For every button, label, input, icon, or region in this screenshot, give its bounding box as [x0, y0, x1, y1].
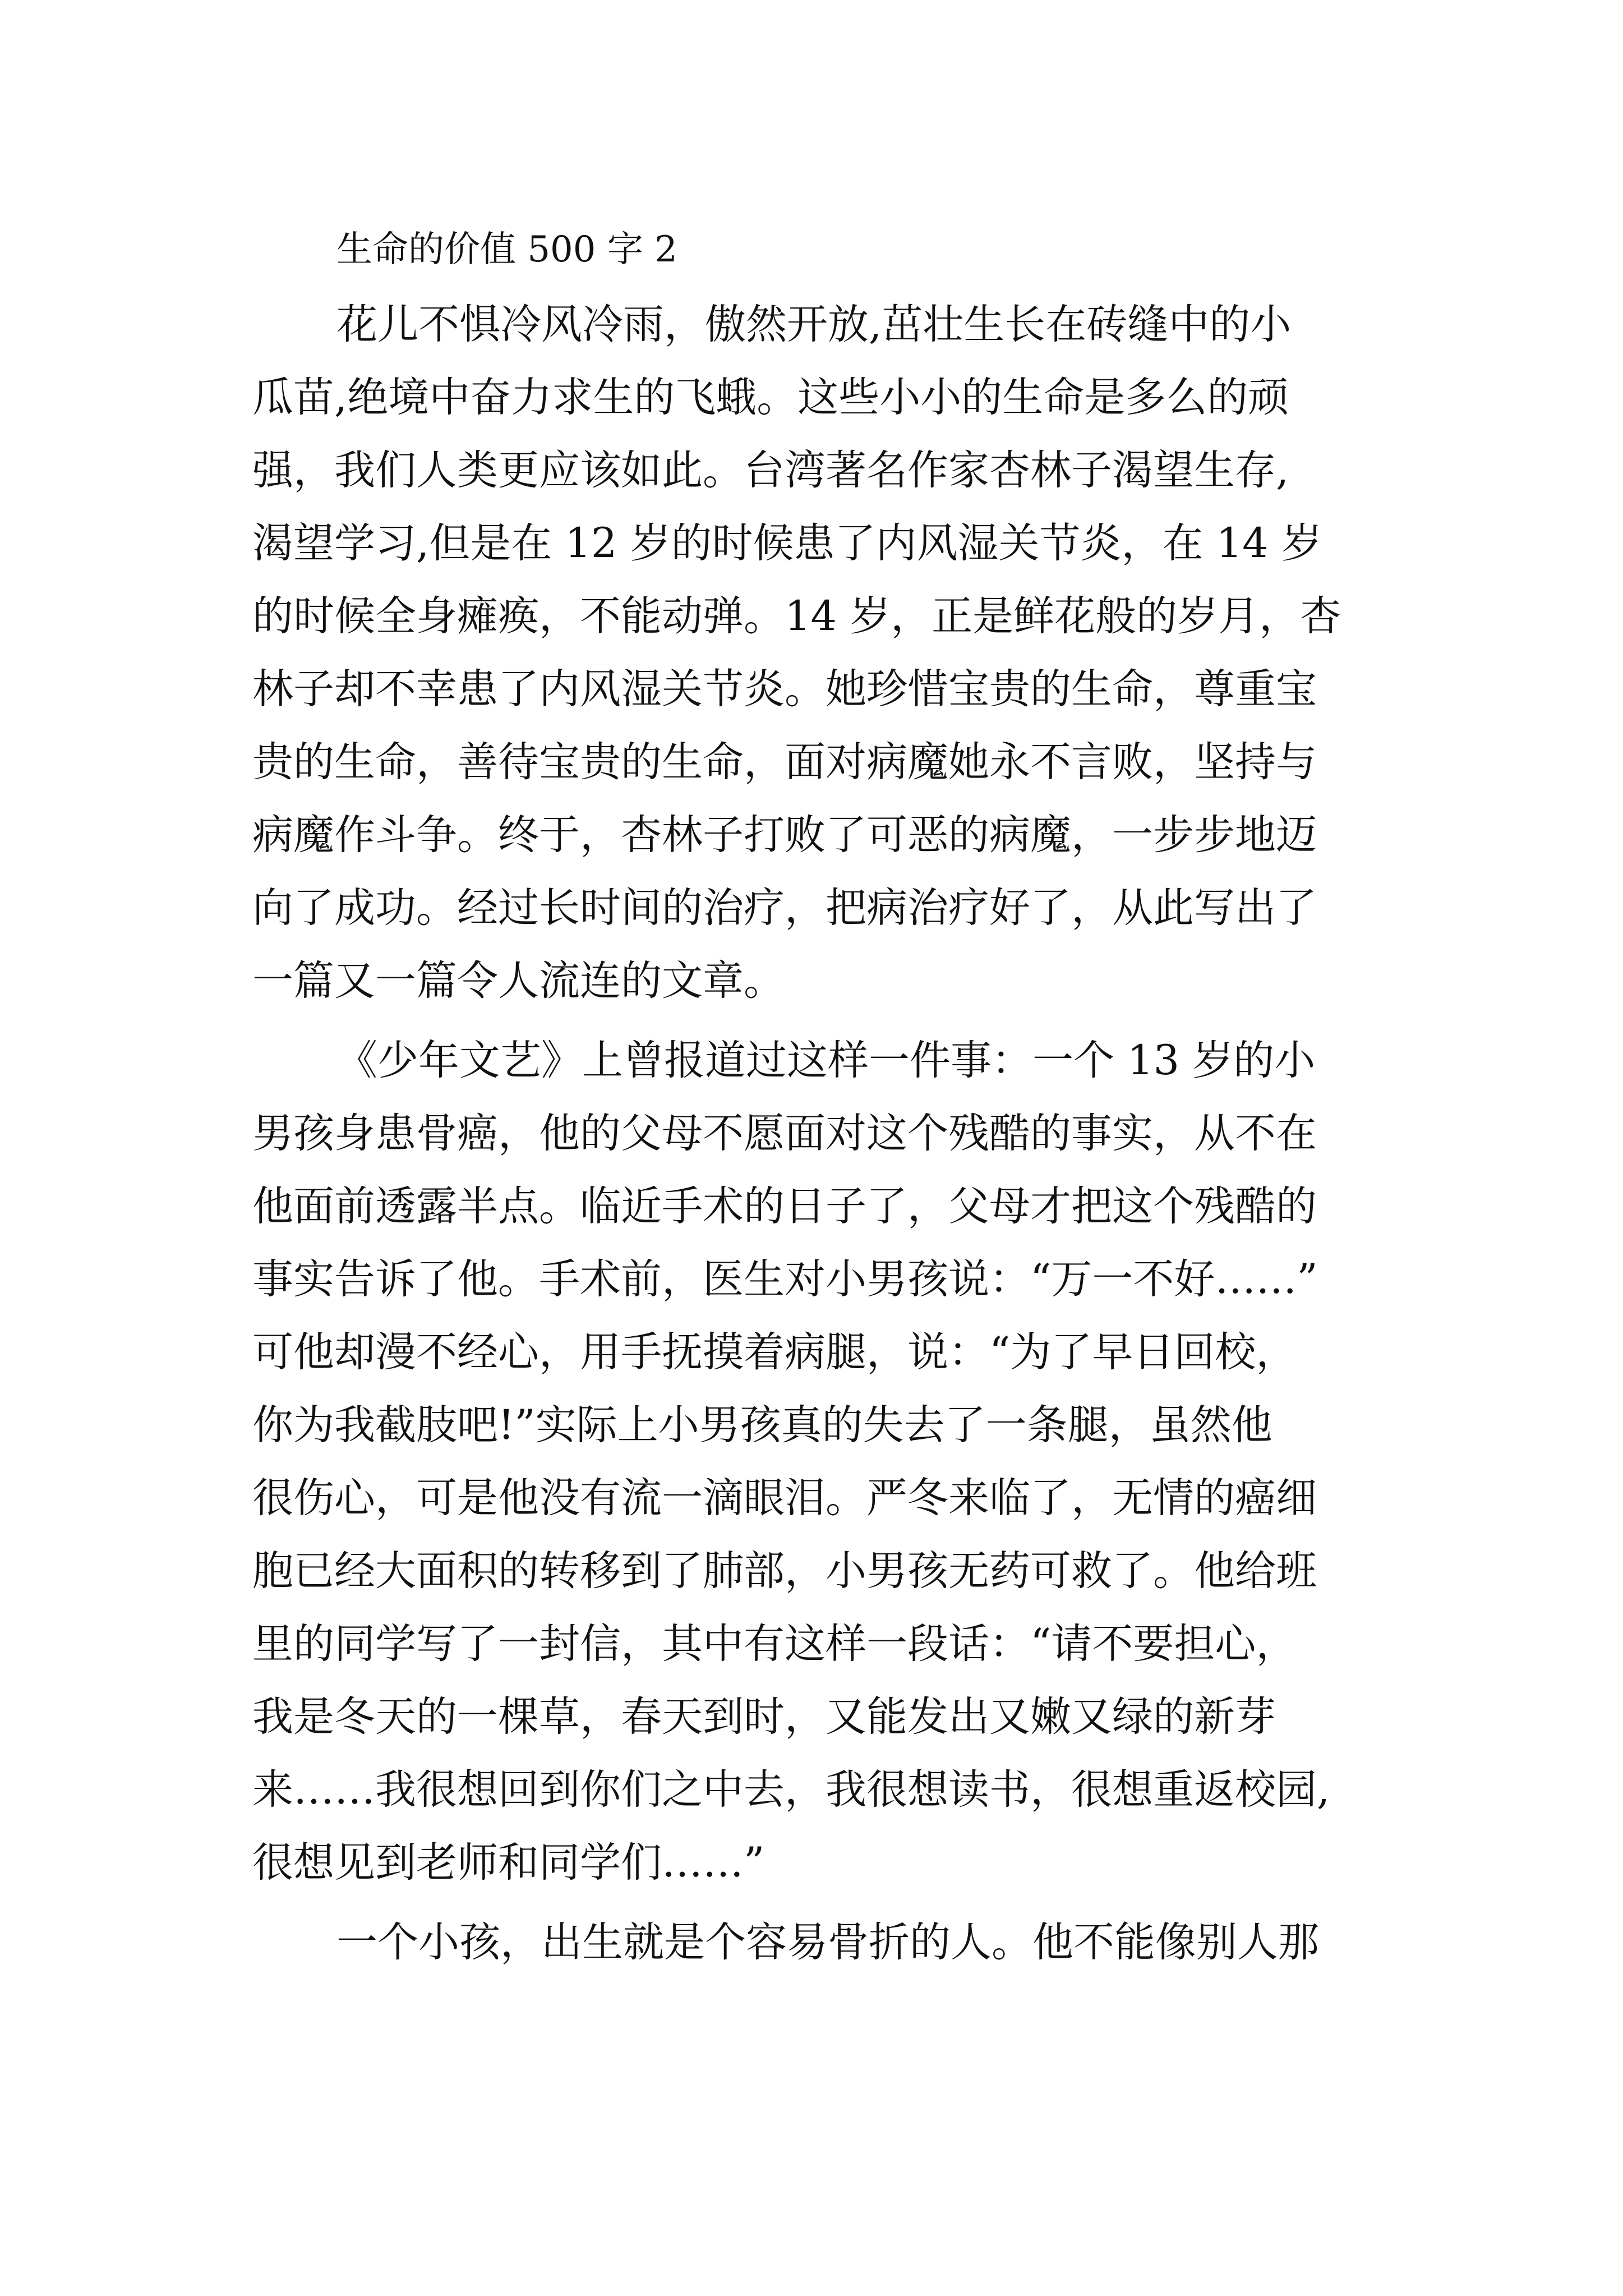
- text-line: 一个小孩，出生就是个容易骨折的人。他不能像别人那: [336, 1918, 1319, 1966]
- document-title: 生命的价值 500 字 2: [336, 229, 677, 270]
- text-line: 很想见到老师和同学们……”: [252, 1839, 765, 1887]
- text-line: 林子却不幸患了内风湿关节炎。她珍惜宝贵的生命，尊重宝: [252, 665, 1317, 713]
- text-line: 渴望学习,但是在 12 岁的时候患了内风湿关节炎，在 14 岁: [252, 519, 1322, 567]
- text-line: 向了成功。经过长时间的治疗，把病治疗好了，从此写出了: [252, 884, 1317, 932]
- text-line: 的时候全身瘫痪，不能动弹。14 岁，正是鲜花般的岁月，杏: [252, 592, 1341, 640]
- paragraph-1: [252, 288, 1374, 1018]
- text-line: 病魔作斗争。终于，杏林子打败了可恶的病魔，一步步地迈: [252, 811, 1317, 859]
- text-line: 强，我们人类更应该如此。台湾著名作家杏林子渴望生存,: [252, 447, 1289, 494]
- text-line: 瓜苗,绝境中奋力求生的飞蛾。这些小小的生命是多么的顽: [252, 374, 1289, 421]
- paragraph-3: [252, 1906, 1374, 1979]
- text-line: 胞已经大面积的转移到了肺部，小男孩无药可救了。他给班: [252, 1547, 1317, 1595]
- text-line: 你为我截肢吧!”实际上小男孩真的失去了一条腿，虽然他: [252, 1401, 1272, 1449]
- text-line: 他面前透露半点。临近手术的日子了，父母才把这个残酷的: [252, 1182, 1317, 1230]
- paragraph-2: [252, 1024, 1374, 1899]
- text-line: 来……我很想回到你们之中去，我很想读书，很想重返校园,: [252, 1766, 1330, 1814]
- document-body: [252, 219, 1374, 1986]
- text-line: 贵的生命，善待宝贵的生命，面对病魔她永不言败，坚持与: [252, 738, 1317, 786]
- text-line: 可他却漫不经心，用手抚摸着病腿，说：“为了早日回校，: [252, 1328, 1297, 1376]
- text-line: 事实告诉了他。手术前，医生对小男孩说：“万一不好……”: [252, 1255, 1318, 1303]
- text-line: 里的同学写了一封信，其中有这样一段话：“请不要担心，: [252, 1620, 1297, 1668]
- text-line: 花儿不惧冷风冷雨，傲然开放,茁壮生长在砖缝中的小: [336, 301, 1292, 348]
- text-line: 一篇又一篇令人流连的文章。: [252, 957, 785, 1005]
- text-line: 男孩身患骨癌，他的父母不愿面对这个残酷的事实，从不在: [252, 1110, 1317, 1157]
- text-line: 《少年文艺》上曾报道过这样一件事：一个 13 岁的小: [336, 1037, 1316, 1084]
- text-line: 我是冬天的一棵草，春天到时，又能发出又嫩又绿的新芽: [252, 1693, 1276, 1741]
- text-line: 很伤心，可是他没有流一滴眼泪。严冬来临了，无情的癌细: [252, 1474, 1317, 1522]
